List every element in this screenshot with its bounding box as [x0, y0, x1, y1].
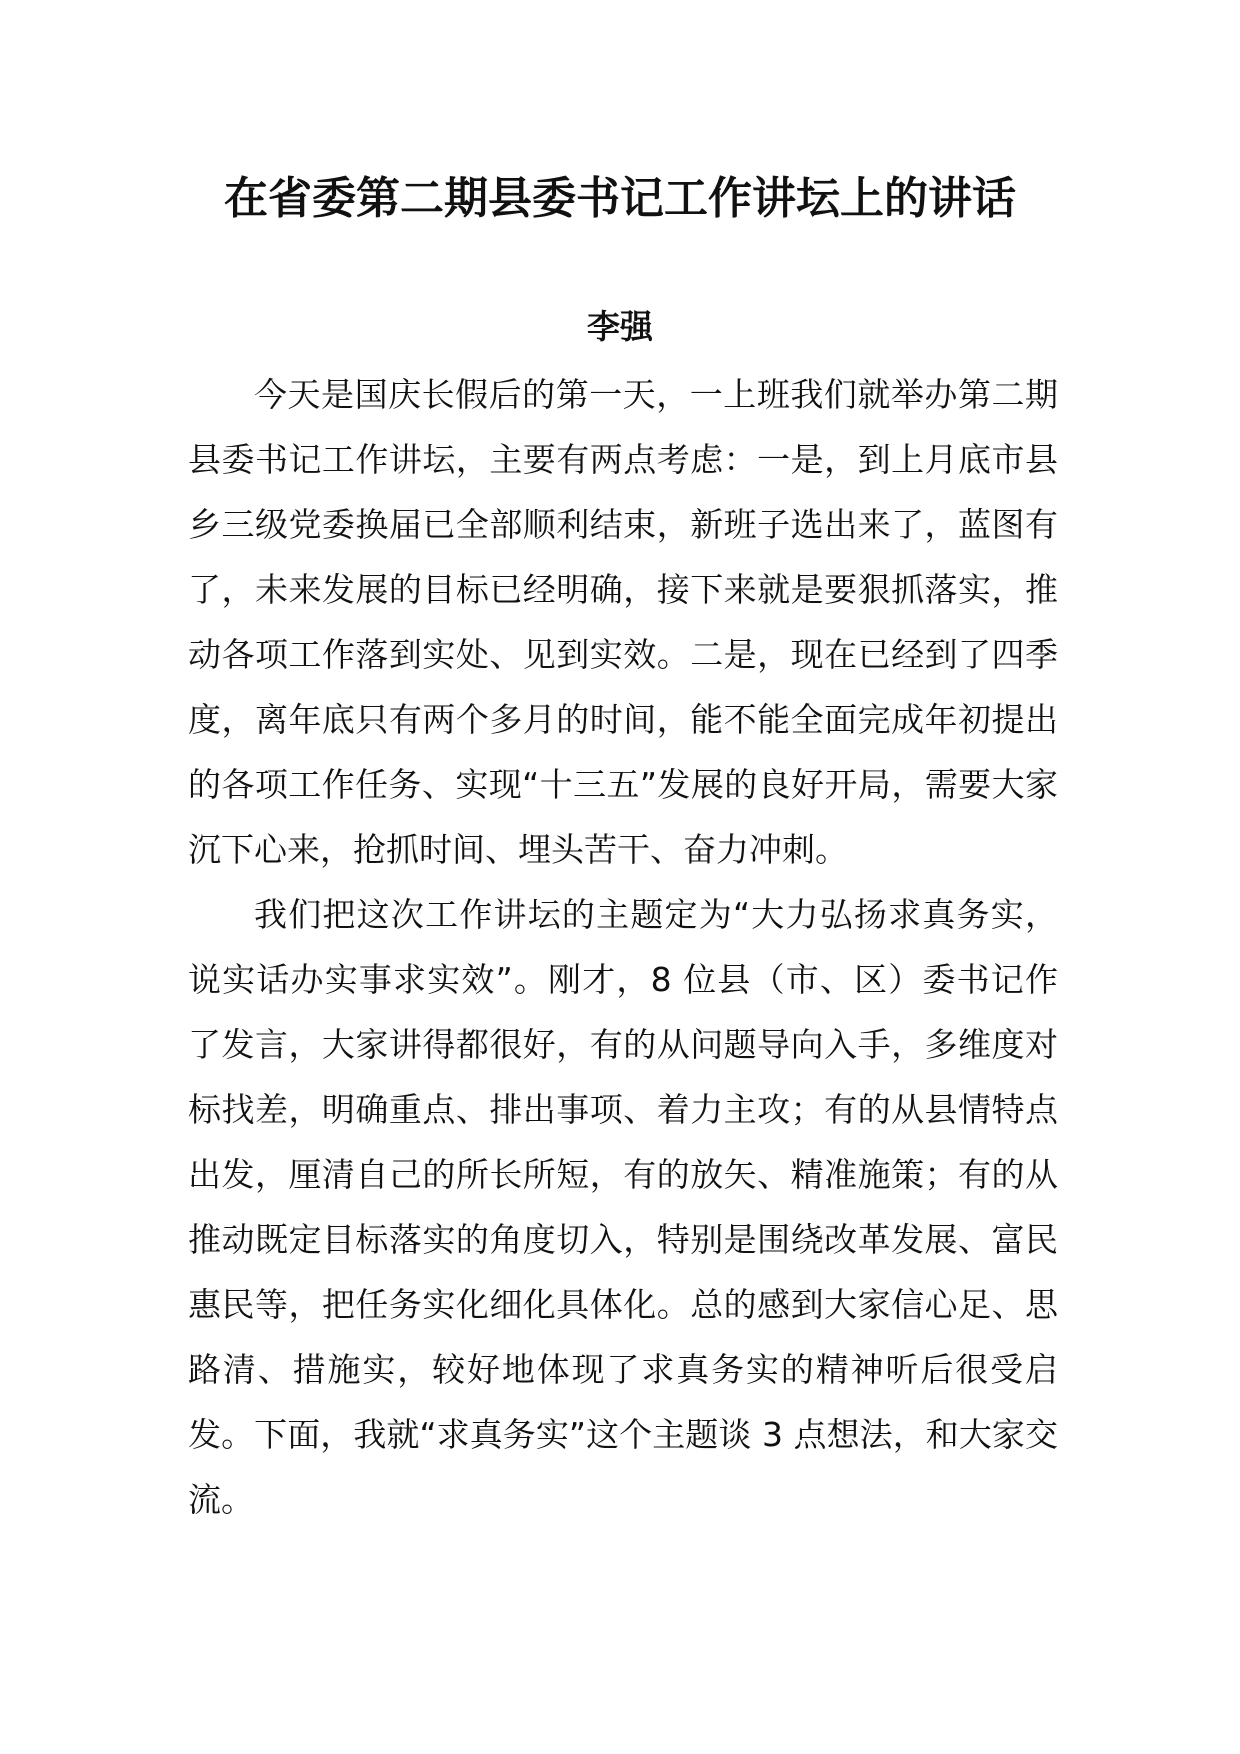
- document-title: 在省委第二期县委书记工作讲坛上的讲话: [224, 173, 1016, 224]
- body-paragraph: 我们把这次工作讲坛的主题定为“大力弘扬求真务实，说实话办实事求实效”。刚才，8 位县（市、区）委书记作了发言，大家讲得都很好，有的从问题导向入手，多维度对标找差，明确重点、排出事项、着力主攻；有的从县情特点出发，厘清自己的所长所短，有的放矢、精准施策；有的从推动既定目标落实的角度切入，特别是围绕改革发展、富民惠民等，把任务实化细化具体化。总的感到大家信心足、思路清、措施实，较好地体现了求真务实的精神听后很受启发。下面，我就“求真务实”这个主题谈 3 点想法，和大家交流。: [188, 895, 1058, 1519]
- document-body: [188, 362, 1058, 1532]
- document-author: 李强: [587, 307, 653, 346]
- body-paragraph: 今天是国庆长假后的第一天，一上班我们就举办第二期县委书记工作讲坛，主要有两点考虑：一是，到上月底市县乡三级党委换届已全部顺利结束，新班子选出来了，蓝图有了，未来发展的目标已经明确，接下来就是要狠抓落实，推动各项工作落到实处、见到实效。二是，现在已经到了四季度，离年底只有两个多月的时间，能不能全面完成年初提出的各项工作任务、实现“十三五”发展的良好开局，需要大家沉下心来，抢抓时间、埋头苦干、奋力冲刺。: [188, 375, 1058, 869]
